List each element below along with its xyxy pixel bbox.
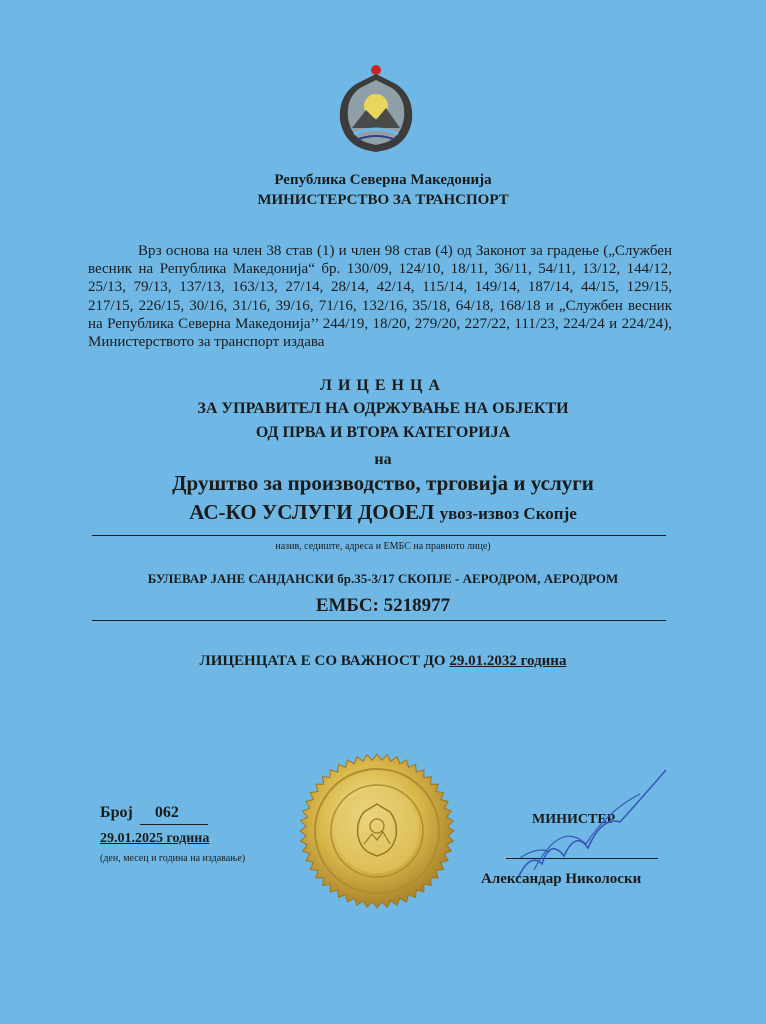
license-number-value: 062 (154, 804, 179, 821)
validity-statement (0, 653, 766, 670)
license-number-label: Број (100, 804, 133, 821)
gold-seal-icon (298, 752, 456, 910)
coat-of-arms-icon (334, 62, 418, 154)
company-name-line (0, 500, 766, 525)
company-embs: ЕМБС: 5218977 (315, 595, 451, 616)
number-underline (140, 824, 208, 825)
company-caption: назив, седиште, адреса и ЕМБС на правното лице) (275, 541, 491, 552)
license-title: ЛИЦЕНЦА (320, 377, 446, 394)
address-underline (92, 620, 666, 621)
company-name: АС-КО УСЛУГИ ДООЕЛ (189, 500, 435, 524)
issue-date: 29.01.2025 година (100, 831, 210, 846)
license-type-line2: ОД ПРВА И ВТОРА КАТЕГОРИЈА (255, 424, 511, 441)
company-description: Друштво за производство, трговија и услуги (172, 471, 594, 495)
minister-title: МИНИСТЕР (532, 812, 616, 827)
company-name-suffix: увоз-извоз Скопје (439, 504, 577, 523)
company-underline (92, 535, 666, 536)
legal-basis (88, 242, 672, 351)
license-preposition: на (374, 451, 392, 468)
ministry-name: МИНИСТЕРСТВО ЗА ТРАНСПОРТ (257, 192, 509, 208)
company-address: БУЛЕВАР ЈАНЕ САНДАНСКИ бр.35-3/17 СКОПЈЕ - АЕРОДРОМ, АЕРОДРОМ (147, 571, 619, 586)
validity-text: ЛИЦЕНЦАТА Е СО ВАЖНОСТ ДО (199, 653, 446, 669)
license-number (100, 804, 179, 822)
issue-date-caption: (ден, месец и година на издавање) (100, 853, 246, 864)
minister-name: Александар Николоски (481, 871, 642, 887)
license-type-line1: ЗА УПРАВИТЕЛ НА ОДРЖУВАЊЕ НА ОБЈЕКТИ (197, 400, 569, 417)
legal-basis-text: Врз основа на член 38 став (1) и член 98 став (4) од Законот за градење („Службен весник на Република Македонија“ бр. 130/09, 124/10, 18/11, 36/11, 54/11, 13/12, 144/12, 25/13, 79/13, 137/13, 163/13, 27/14, 28/14, 42/14, 115/14, 149/14, 187/14, 44/15, 129/15, 217/15, 226/15, 30/16, 31/16, 39/16, 71/16, 132/16, 35/18, 64/18, 168/18 и „Службен весник на Република Северна Македонија’’ 244/19, 18/20, 279/20, 227/22, 111/23, 224/24 и 224/24), Министерството за транспорт издава (88, 243, 672, 351)
republic-name: Република Северна Македонија (274, 172, 492, 188)
validity-date: 29.01.2032 година (449, 653, 567, 669)
